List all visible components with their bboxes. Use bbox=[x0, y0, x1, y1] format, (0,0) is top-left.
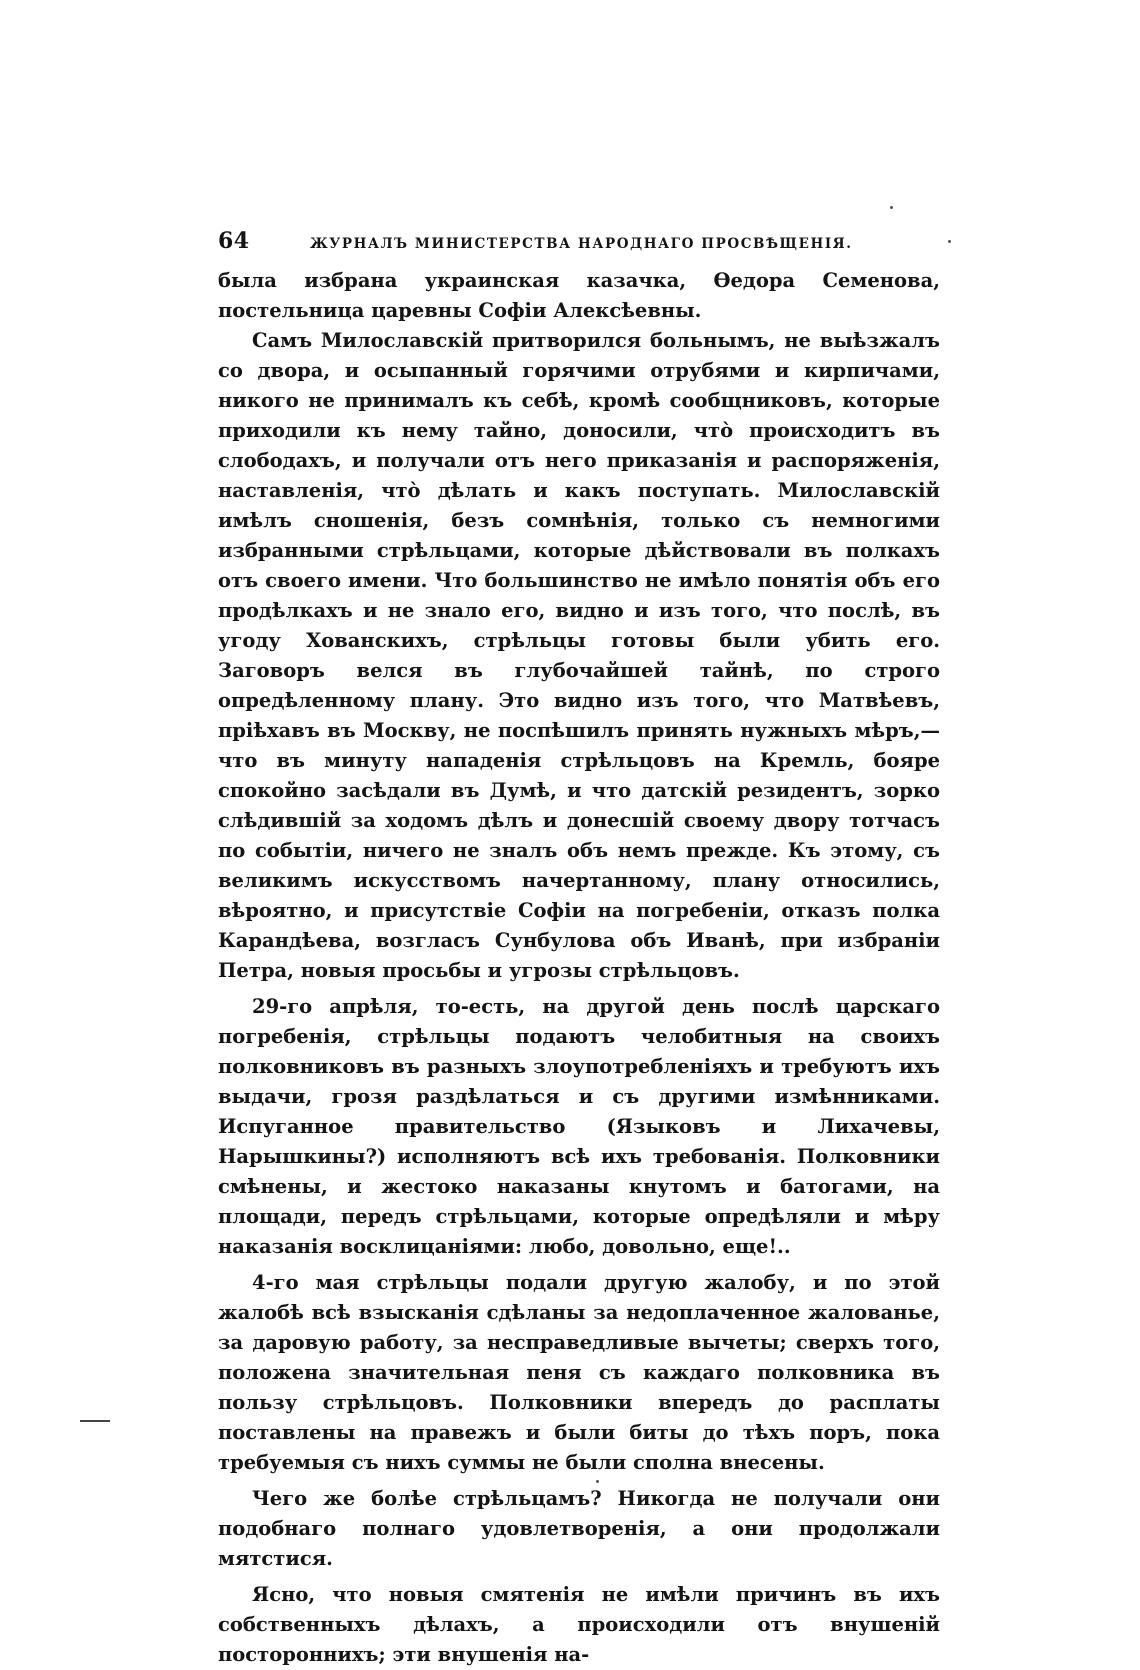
book-page bbox=[218, 222, 940, 1670]
paragraph-continuation: была избрана украинская казачка, Ѳедора Семенова, постельница царевны Софіи Алексѣевны. bbox=[218, 269, 940, 322]
running-head bbox=[218, 222, 940, 266]
paragraph-may-4: 4-го мая стрѣльцы подали другую жалобу, и по этой жалобѣ всѣ взысканія сдѣланы за недоплаченное жалованье, за даровую работу, за несправедливые вычеты; сверхъ того, положена значительная пеня съ каждаго полковника въ пользу стрѣльцовъ. Полковники впередъ до расплаты поставлены на правежъ и были биты до тѣхъ поръ, пока требуемыя съ нихъ суммы не были сполна внесены. bbox=[218, 1271, 940, 1474]
margin-mark bbox=[80, 1420, 110, 1422]
paragraph-streltsy-question: Чего же болѣе стрѣльцамъ? Никогда не получали они подобнаго полнаго удовлетворенія, а они продолжали мятстися. bbox=[218, 1487, 940, 1570]
paragraph-april-29: 29-го апрѣля, то-есть, на другой день послѣ царскаго погребенія, стрѣльцы подаютъ челобитныя на своихъ полковниковъ въ разныхъ злоупотребленіяхъ и требуютъ ихъ выдачи, грозя раздѣлаться и съ другими измѣнниками. Испуганное правительство (Языковъ и Лихачевы, Нарышкины?) исполняютъ всѣ ихъ требованія. Полковники смѣнены, и жестоко наказаны кнутомъ и батогами, на площади, передъ стрѣльцами, которые опредѣляли и мѣру наказанія восклицаніями: любо, довольно, еще!.. bbox=[218, 995, 940, 1258]
scan-speck bbox=[890, 206, 893, 209]
body-text bbox=[218, 266, 940, 1670]
page-number: 64 bbox=[218, 228, 250, 254]
journal-title: ЖУРНАЛЪ МИНИСТЕРСТВА НАРОДНАГО ПРОСВѢЩЕНІЯ. bbox=[310, 236, 853, 252]
scan-speck bbox=[948, 240, 951, 243]
paragraph-miloslavsky: Самъ Милославскій притворился больнымъ, не выѣзжалъ со двора, и осыпанный горячими отрубями и кирпичами, никого не принималъ къ себѣ, кромѣ сообщниковъ, которые приходили къ нему тайно, доносили, что̀ происходитъ въ слободахъ, и получали отъ него приказанія и распоряженія, наставленія, что̀ дѣлать и какъ поступать. Милославскій имѣлъ сношенія, безъ сомнѣнія, только съ немногими избранными стрѣльцами, которые дѣйствовали въ полкахъ отъ своего имени. Что большинство не имѣло понятія объ его продѣлкахъ и не знало его, видно и изъ того, что послѣ, въ угоду Хованскихъ, стрѣльцы готовы были убить его. Заговоръ велся въ глубочайшей тайнѣ, по строго опредѣленному плану. Это видно изъ того, что Матвѣевъ, пріѣхавъ въ Москву, не поспѣшилъ принять нужныхъ мѣръ,—что въ минуту нападенія стрѣльцовъ на Кремль, бояре спокойно засѣдали въ Думѣ, и что датскій резидентъ, зорко слѣдившій за ходомъ дѣлъ и донесшій своему двору тотчасъ по событіи, ничего не зналъ объ немъ прежде. Къ этому, съ великимъ искусствомъ начертанному, плану относились, вѣроятно, и присутствіе Софіи на погребеніи, отказъ полка Карандѣева, возгласъ Сунбулова объ Иванѣ, при избраніи Петра, новыя просьбы и угрозы стрѣльцовъ. bbox=[218, 329, 940, 982]
scan-speck bbox=[596, 1480, 599, 1483]
paragraph-conclusion: Ясно, что новыя смятенія не имѣли причинъ въ ихъ собственныхъ дѣлахъ, а происходили отъ внушеній постороннихъ; эти внушенія на- bbox=[218, 1583, 940, 1666]
